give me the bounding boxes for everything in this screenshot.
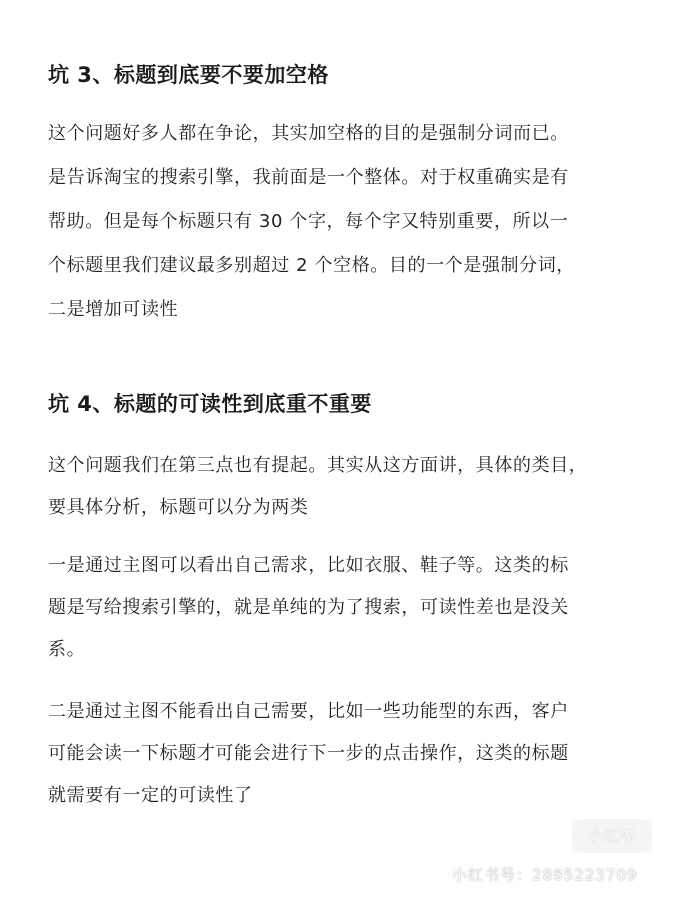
paragraph-line: 一是通过主图可以看出自己需求，比如衣服、鞋子等。这类的标 — [48, 555, 569, 576]
paragraph-line: 二是增加可读性 — [48, 299, 179, 320]
watermark-logo: 小红书 — [572, 819, 652, 853]
paragraph-line: 可能会读一下标题才可能会进行下一步的点击操作，这类的标题 — [48, 743, 569, 764]
section-4-paragraph-3 — [48, 696, 648, 811]
section-3-title: 坑 3、标题到底要不要加空格 — [48, 63, 329, 87]
section-4-title: 坑 4、标题的可读性到底重不重要 — [48, 392, 372, 416]
section-4-paragraph-1 — [48, 450, 648, 523]
paragraph-line: 二是通过主图不能看出自己需要，比如一些功能型的东西，客户 — [48, 701, 569, 722]
section-3-paragraph-1 — [48, 118, 648, 325]
paragraph-line: 这个问题好多人都在争论，其实加空格的目的是强制分词而已。 — [48, 123, 569, 144]
paragraph-line: 就需要有一定的可读性了 — [48, 785, 253, 806]
watermark-id: 小红书号：2885223709 — [452, 866, 638, 884]
section-4-paragraph-2 — [48, 550, 648, 665]
paragraph-line: 帮助。但是每个标题只有 30 个字，每个字又特别重要，所以一 — [48, 211, 569, 232]
paragraph-line: 要具体分析，标题可以分为两类 — [48, 497, 309, 518]
paragraph-line: 题是写给搜索引擎的，就是单纯的为了搜索，可读性差也是没关 — [48, 597, 569, 618]
paragraph-line: 个标题里我们建议最多别超过 2 个空格。目的一个是强制分词， — [48, 255, 575, 276]
paragraph-line: 这个问题我们在第三点也有提起。其实从这方面讲，具体的类目， — [48, 455, 588, 476]
paragraph-line: 系。 — [48, 639, 86, 660]
paragraph-line: 是告诉淘宝的搜索引擎，我前面是一个整体。对于权重确实是有 — [48, 167, 569, 188]
